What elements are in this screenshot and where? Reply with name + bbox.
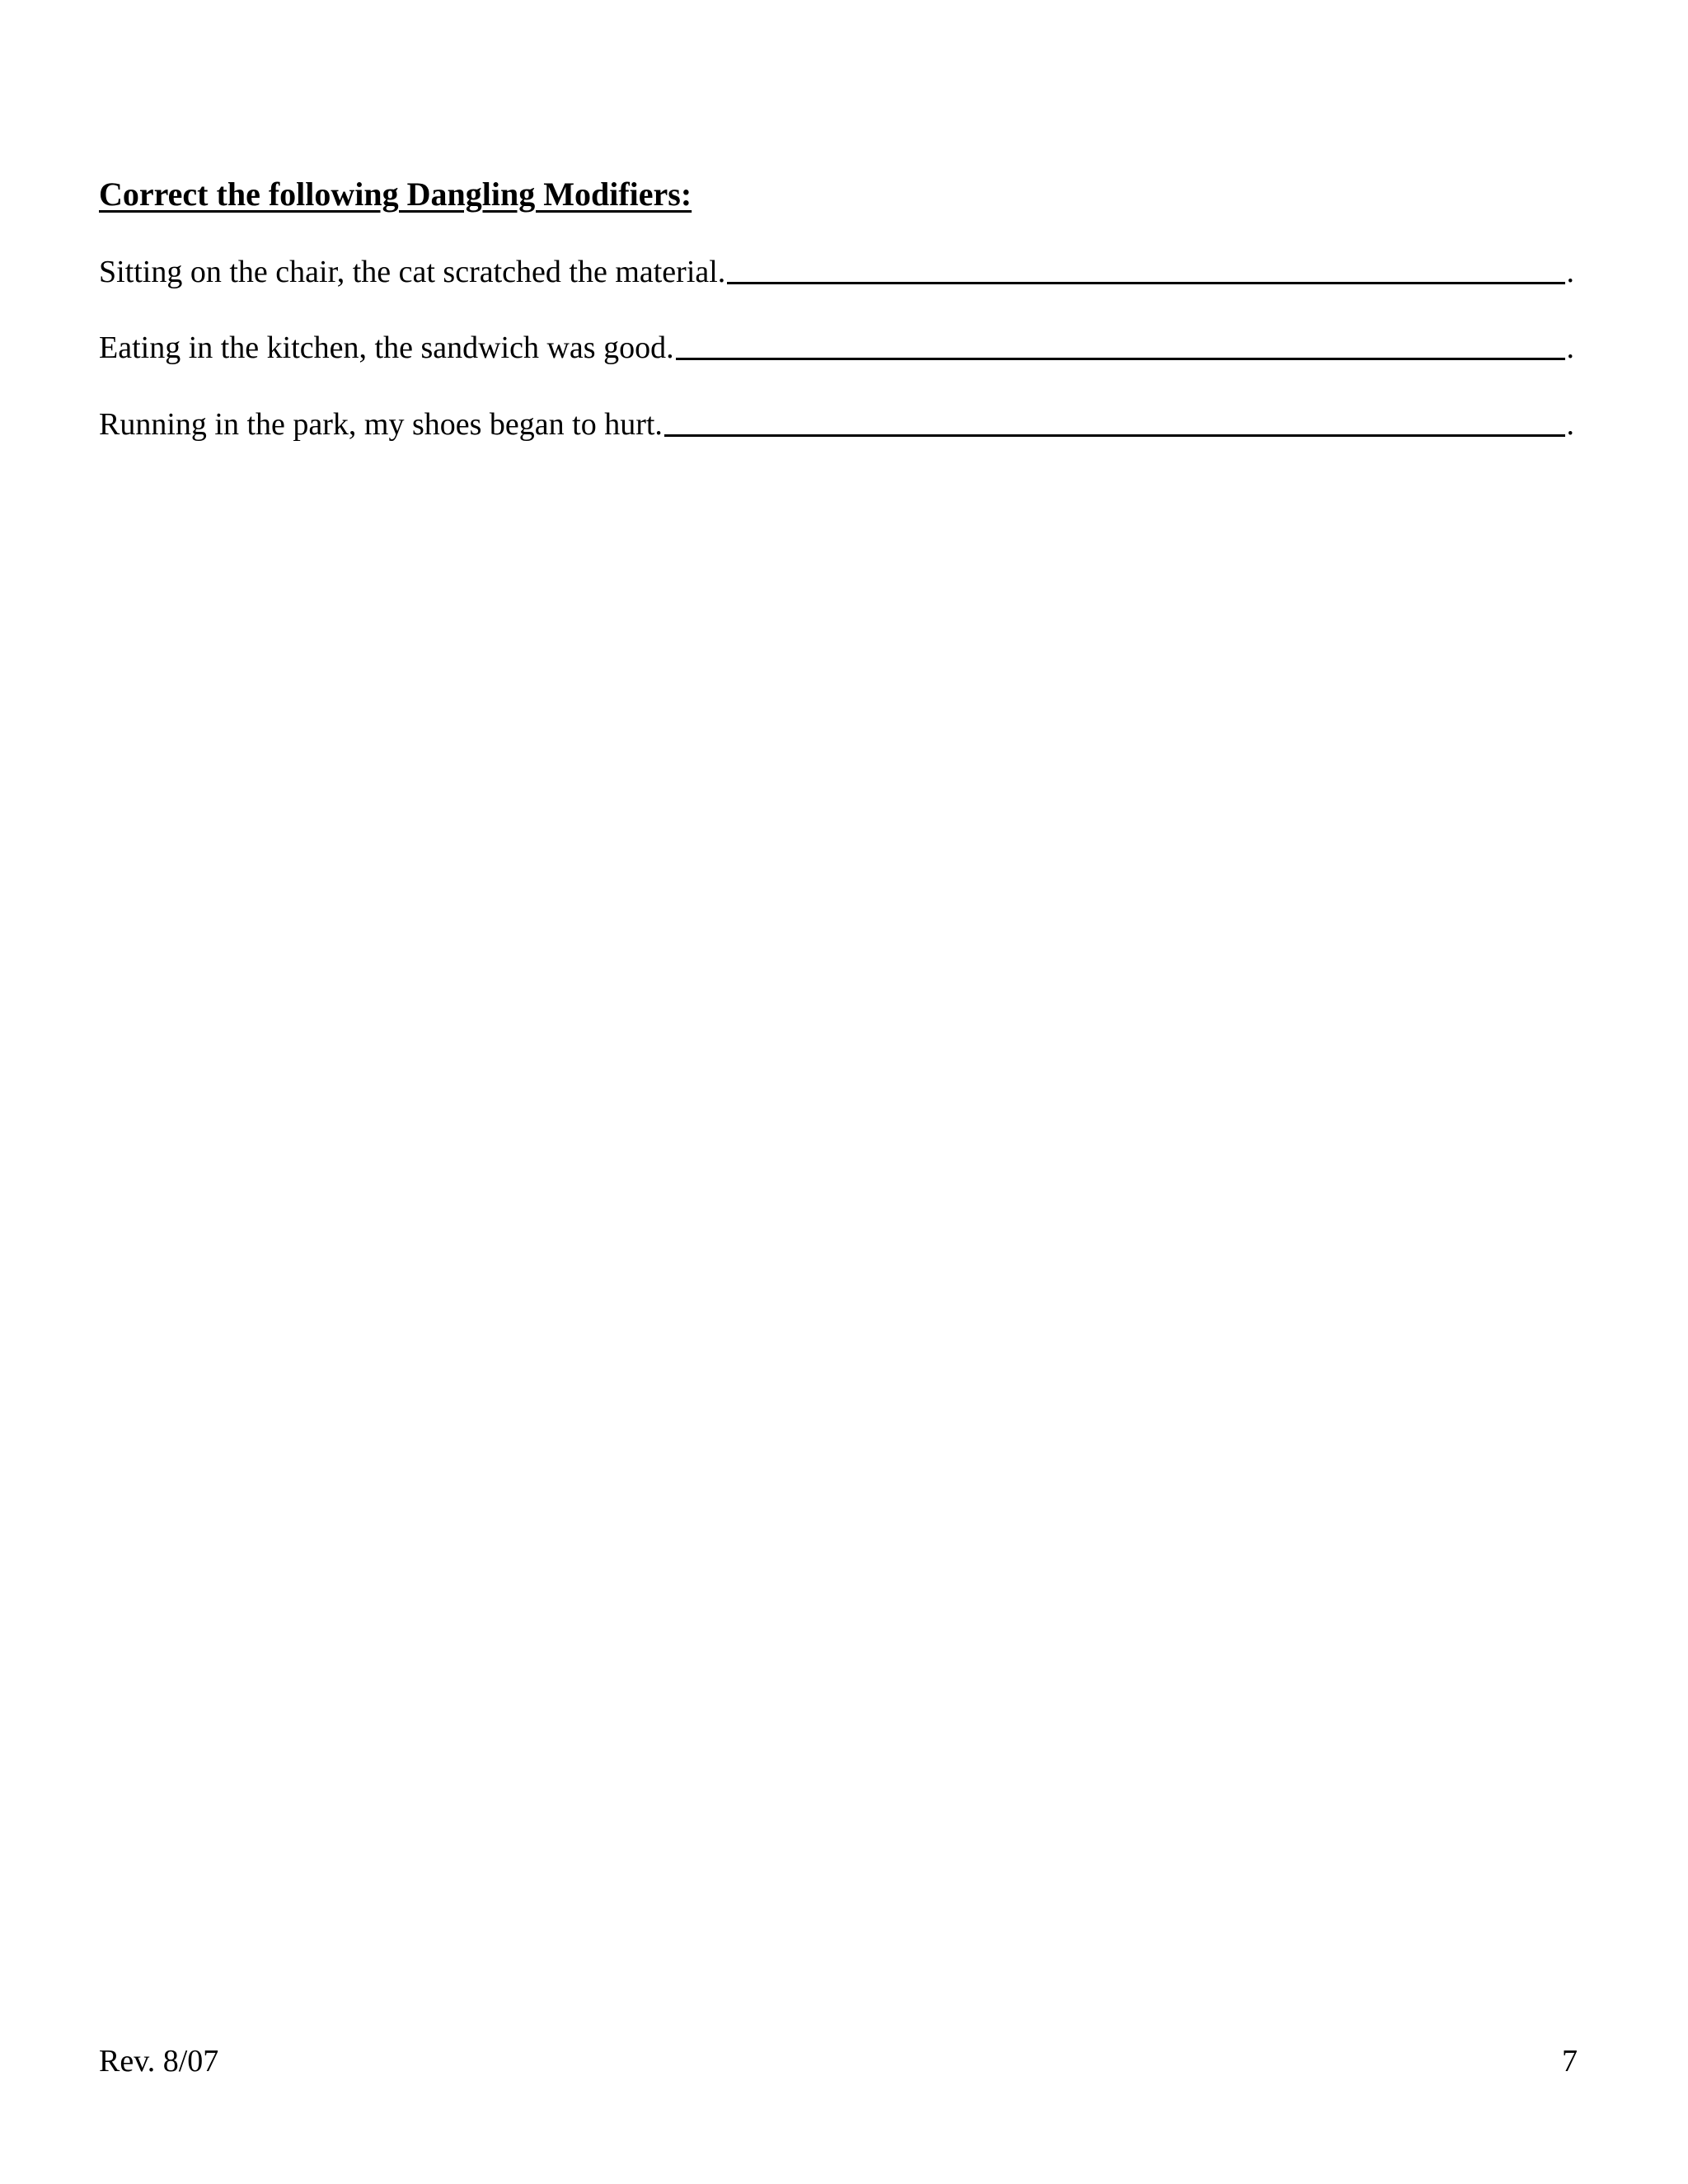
end-mark: .: [1566, 407, 1574, 442]
end-mark: .: [1566, 330, 1574, 365]
worksheet-heading: Correct the following Dangling Modifiers:: [99, 176, 692, 213]
answer-blank-line[interactable]: [664, 434, 1565, 437]
exercise-item: [99, 404, 1574, 445]
exercise-item: [99, 327, 1574, 368]
footer-revision: Rev. 8/07: [99, 2044, 219, 2079]
answer-blank-line[interactable]: [727, 282, 1564, 284]
end-mark: .: [1566, 255, 1574, 289]
footer-page-number: 7: [1562, 2044, 1578, 2079]
exercise-sentence: Sitting on the chair, the cat scratched the material.: [99, 255, 726, 289]
exercise-item: [99, 251, 1574, 293]
exercise-sentence: Eating in the kitchen, the sandwich was good.: [99, 330, 674, 365]
exercise-sentence: Running in the park, my shoes began to hurt.: [99, 407, 663, 442]
answer-blank-line[interactable]: [676, 358, 1565, 360]
